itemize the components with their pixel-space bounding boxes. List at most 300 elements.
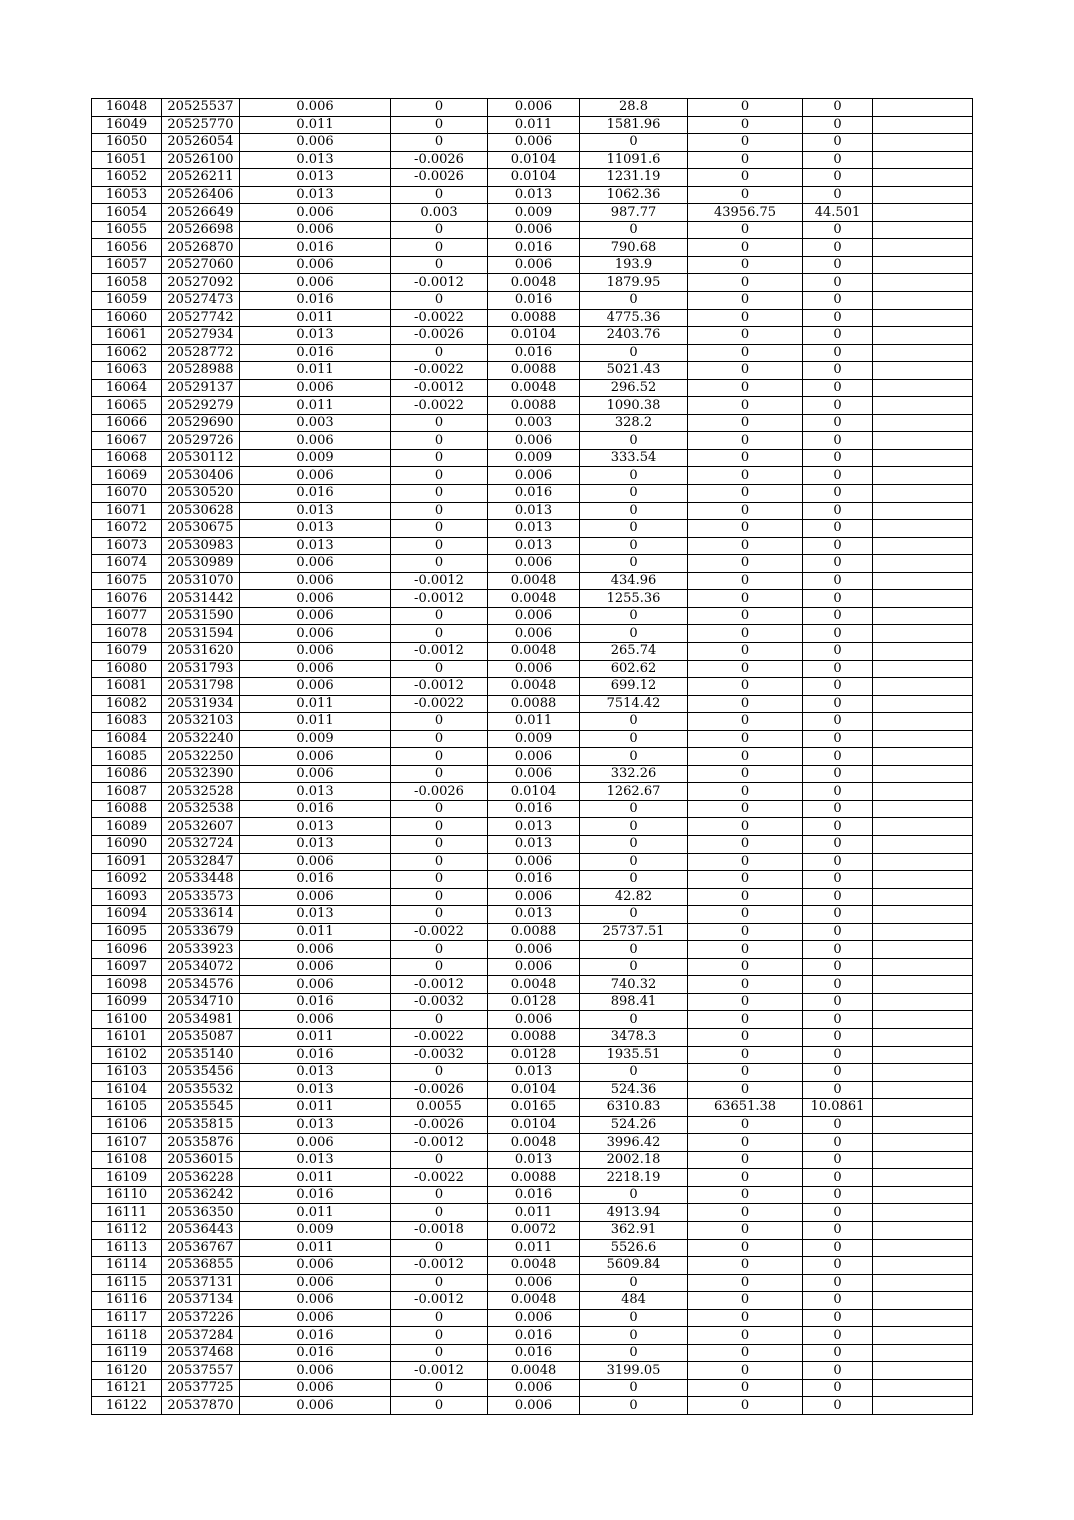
blank-cell — [873, 1116, 973, 1134]
adjustment-cell: 0 — [391, 607, 488, 625]
amount-cell: 987.77 — [580, 204, 688, 222]
table-row — [92, 660, 973, 678]
value-a-cell: 0.016 — [240, 239, 391, 257]
extra-amount-cell: 0 — [688, 1379, 803, 1397]
adjustment-cell: 0 — [391, 414, 488, 432]
value-b-cell: 0.0048 — [488, 274, 580, 292]
value-b-cell: 0.006 — [488, 555, 580, 573]
ratio-cell: 0 — [803, 1081, 873, 1099]
amount-cell: 524.36 — [580, 1081, 688, 1099]
amount-cell: 4775.36 — [580, 309, 688, 327]
id-cell: 20531620 — [162, 642, 240, 660]
id-cell: 20530989 — [162, 555, 240, 573]
adjustment-cell: -0.0012 — [391, 678, 488, 696]
amount-cell: 332.26 — [580, 765, 688, 783]
table-row — [92, 1064, 973, 1082]
blank-cell — [873, 590, 973, 608]
adjustment-cell: 0 — [391, 1204, 488, 1222]
extra-amount-cell: 0 — [688, 871, 803, 889]
value-a-cell: 0.013 — [240, 1064, 391, 1082]
extra-amount-cell: 0 — [688, 1397, 803, 1415]
row-number-cell: 16111 — [92, 1204, 162, 1222]
ratio-cell: 0 — [803, 590, 873, 608]
table-row — [92, 748, 973, 766]
value-a-cell: 0.006 — [240, 1362, 391, 1380]
table-row — [92, 1397, 973, 1415]
ratio-cell: 0 — [803, 572, 873, 590]
adjustment-cell: -0.0032 — [391, 1046, 488, 1064]
amount-cell: 1255.36 — [580, 590, 688, 608]
ratio-cell: 0 — [803, 432, 873, 450]
value-b-cell: 0.011 — [488, 116, 580, 134]
row-number-cell: 16059 — [92, 292, 162, 310]
blank-cell — [873, 134, 973, 152]
value-b-cell: 0.006 — [488, 958, 580, 976]
amount-cell: 0 — [580, 221, 688, 239]
adjustment-cell: -0.0026 — [391, 1116, 488, 1134]
table-row — [92, 99, 973, 117]
blank-cell — [873, 344, 973, 362]
table-row — [92, 572, 973, 590]
value-a-cell: 0.006 — [240, 274, 391, 292]
row-number-cell: 16098 — [92, 976, 162, 994]
row-number-cell: 16081 — [92, 678, 162, 696]
value-b-cell: 0.0088 — [488, 397, 580, 415]
extra-amount-cell: 0 — [688, 239, 803, 257]
row-number-cell: 16073 — [92, 537, 162, 555]
amount-cell: 0 — [580, 748, 688, 766]
row-number-cell: 16095 — [92, 923, 162, 941]
row-number-cell: 16064 — [92, 379, 162, 397]
blank-cell — [873, 730, 973, 748]
amount-cell: 790.68 — [580, 239, 688, 257]
ratio-cell: 0 — [803, 449, 873, 467]
id-cell: 20529726 — [162, 432, 240, 450]
value-a-cell: 0.006 — [240, 1011, 391, 1029]
id-cell: 20536855 — [162, 1257, 240, 1275]
value-b-cell: 0.006 — [488, 256, 580, 274]
adjustment-cell: 0 — [391, 660, 488, 678]
id-cell: 20534576 — [162, 976, 240, 994]
value-a-cell: 0.006 — [240, 1309, 391, 1327]
adjustment-cell: 0 — [391, 555, 488, 573]
blank-cell — [873, 888, 973, 906]
row-number-cell: 16077 — [92, 607, 162, 625]
extra-amount-cell: 0 — [688, 1222, 803, 1240]
value-b-cell: 0.0104 — [488, 783, 580, 801]
value-a-cell: 0.011 — [240, 1239, 391, 1257]
value-a-cell: 0.006 — [240, 941, 391, 959]
table-row — [92, 379, 973, 397]
value-a-cell: 0.013 — [240, 1081, 391, 1099]
ratio-cell: 44.501 — [803, 204, 873, 222]
blank-cell — [873, 116, 973, 134]
blank-cell — [873, 818, 973, 836]
amount-cell: 1935.51 — [580, 1046, 688, 1064]
amount-cell: 28.8 — [580, 99, 688, 117]
ratio-cell: 0 — [803, 555, 873, 573]
value-b-cell: 0.0088 — [488, 1169, 580, 1187]
adjustment-cell: -0.0022 — [391, 309, 488, 327]
adjustment-cell: -0.0012 — [391, 1257, 488, 1275]
id-cell: 20537226 — [162, 1309, 240, 1327]
id-cell: 20528988 — [162, 362, 240, 380]
row-number-cell: 16109 — [92, 1169, 162, 1187]
amount-cell: 1090.38 — [580, 397, 688, 415]
ratio-cell: 0 — [803, 186, 873, 204]
table-row — [92, 1274, 973, 1292]
value-b-cell: 0.0128 — [488, 1046, 580, 1064]
row-number-cell: 16115 — [92, 1274, 162, 1292]
row-number-cell: 16074 — [92, 555, 162, 573]
adjustment-cell: 0 — [391, 748, 488, 766]
value-b-cell: 0.0128 — [488, 993, 580, 1011]
blank-cell — [873, 186, 973, 204]
value-b-cell: 0.016 — [488, 800, 580, 818]
value-a-cell: 0.006 — [240, 204, 391, 222]
ratio-cell: 0 — [803, 941, 873, 959]
adjustment-cell: 0 — [391, 186, 488, 204]
value-a-cell: 0.006 — [240, 379, 391, 397]
extra-amount-cell: 0 — [688, 520, 803, 538]
ratio-cell: 0 — [803, 1239, 873, 1257]
blank-cell — [873, 1239, 973, 1257]
id-cell: 20535140 — [162, 1046, 240, 1064]
ratio-cell: 0 — [803, 379, 873, 397]
value-a-cell: 0.011 — [240, 309, 391, 327]
id-cell: 20534710 — [162, 993, 240, 1011]
ratio-cell: 0 — [803, 748, 873, 766]
amount-cell: 0 — [580, 1327, 688, 1345]
value-a-cell: 0.006 — [240, 1397, 391, 1415]
amount-cell: 1262.67 — [580, 783, 688, 801]
extra-amount-cell: 0 — [688, 783, 803, 801]
extra-amount-cell: 0 — [688, 485, 803, 503]
id-cell: 20531934 — [162, 695, 240, 713]
amount-cell: 0 — [580, 818, 688, 836]
adjustment-cell: -0.0026 — [391, 151, 488, 169]
value-a-cell: 0.013 — [240, 906, 391, 924]
value-a-cell: 0.006 — [240, 256, 391, 274]
extra-amount-cell: 0 — [688, 1239, 803, 1257]
blank-cell — [873, 362, 973, 380]
blank-cell — [873, 835, 973, 853]
extra-amount-cell: 0 — [688, 958, 803, 976]
adjustment-cell: 0 — [391, 256, 488, 274]
id-cell: 20526698 — [162, 221, 240, 239]
row-number-cell: 16055 — [92, 221, 162, 239]
adjustment-cell: -0.0022 — [391, 695, 488, 713]
value-b-cell: 0.009 — [488, 449, 580, 467]
amount-cell: 434.96 — [580, 572, 688, 590]
blank-cell — [873, 1081, 973, 1099]
value-b-cell: 0.006 — [488, 432, 580, 450]
amount-cell: 3478.3 — [580, 1028, 688, 1046]
value-a-cell: 0.011 — [240, 1028, 391, 1046]
extra-amount-cell: 0 — [688, 99, 803, 117]
value-a-cell: 0.011 — [240, 1204, 391, 1222]
extra-amount-cell: 0 — [688, 169, 803, 187]
row-number-cell: 16050 — [92, 134, 162, 152]
value-a-cell: 0.013 — [240, 520, 391, 538]
value-b-cell: 0.003 — [488, 414, 580, 432]
table-row — [92, 1028, 973, 1046]
ratio-cell: 0 — [803, 835, 873, 853]
value-b-cell: 0.013 — [488, 835, 580, 853]
adjustment-cell: 0 — [391, 958, 488, 976]
extra-amount-cell: 0 — [688, 1028, 803, 1046]
value-b-cell: 0.016 — [488, 292, 580, 310]
table-row — [92, 467, 973, 485]
table-row — [92, 993, 973, 1011]
id-cell: 20530983 — [162, 537, 240, 555]
table-row — [92, 625, 973, 643]
row-number-cell: 16092 — [92, 871, 162, 889]
value-a-cell: 0.011 — [240, 362, 391, 380]
blank-cell — [873, 713, 973, 731]
adjustment-cell: -0.0012 — [391, 1134, 488, 1152]
blank-cell — [873, 1309, 973, 1327]
table-row — [92, 1257, 973, 1275]
value-a-cell: 0.009 — [240, 730, 391, 748]
value-b-cell: 0.0048 — [488, 572, 580, 590]
blank-cell — [873, 660, 973, 678]
row-number-cell: 16093 — [92, 888, 162, 906]
table-row — [92, 783, 973, 801]
ratio-cell: 10.0861 — [803, 1099, 873, 1117]
table-row — [92, 730, 973, 748]
adjustment-cell: 0 — [391, 1309, 488, 1327]
value-b-cell: 0.013 — [488, 1151, 580, 1169]
blank-cell — [873, 1186, 973, 1204]
id-cell: 20530520 — [162, 485, 240, 503]
value-b-cell: 0.016 — [488, 1344, 580, 1362]
amount-cell: 333.54 — [580, 449, 688, 467]
value-b-cell: 0.0104 — [488, 169, 580, 187]
extra-amount-cell: 0 — [688, 309, 803, 327]
amount-cell: 0 — [580, 958, 688, 976]
adjustment-cell: 0 — [391, 1011, 488, 1029]
adjustment-cell: 0 — [391, 239, 488, 257]
table-row — [92, 871, 973, 889]
extra-amount-cell: 0 — [688, 818, 803, 836]
adjustment-cell: 0 — [391, 818, 488, 836]
id-cell: 20527473 — [162, 292, 240, 310]
ratio-cell: 0 — [803, 1064, 873, 1082]
value-a-cell: 0.006 — [240, 99, 391, 117]
blank-cell — [873, 642, 973, 660]
value-a-cell: 0.003 — [240, 414, 391, 432]
blank-cell — [873, 1151, 973, 1169]
amount-cell: 0 — [580, 432, 688, 450]
value-b-cell: 0.011 — [488, 1204, 580, 1222]
extra-amount-cell: 0 — [688, 1134, 803, 1152]
id-cell: 20532538 — [162, 800, 240, 818]
value-a-cell: 0.013 — [240, 151, 391, 169]
row-number-cell: 16107 — [92, 1134, 162, 1152]
row-number-cell: 16106 — [92, 1116, 162, 1134]
row-number-cell: 16084 — [92, 730, 162, 748]
table-row — [92, 397, 973, 415]
ratio-cell: 0 — [803, 292, 873, 310]
row-number-cell: 16087 — [92, 783, 162, 801]
id-cell: 20532847 — [162, 853, 240, 871]
extra-amount-cell: 0 — [688, 923, 803, 941]
id-cell: 20532240 — [162, 730, 240, 748]
table-row — [92, 239, 973, 257]
table-body — [92, 99, 973, 1415]
row-number-cell: 16097 — [92, 958, 162, 976]
adjustment-cell: -0.0012 — [391, 1292, 488, 1310]
blank-cell — [873, 379, 973, 397]
adjustment-cell: 0 — [391, 1397, 488, 1415]
ratio-cell: 0 — [803, 221, 873, 239]
amount-cell: 1231.19 — [580, 169, 688, 187]
row-number-cell: 16067 — [92, 432, 162, 450]
id-cell: 20536015 — [162, 1151, 240, 1169]
adjustment-cell: -0.0012 — [391, 274, 488, 292]
table-row — [92, 1151, 973, 1169]
amount-cell: 0 — [580, 555, 688, 573]
adjustment-cell: 0 — [391, 432, 488, 450]
table-row — [92, 309, 973, 327]
amount-cell: 0 — [580, 835, 688, 853]
ratio-cell: 0 — [803, 169, 873, 187]
row-number-cell: 16118 — [92, 1327, 162, 1345]
row-number-cell: 16110 — [92, 1186, 162, 1204]
extra-amount-cell: 0 — [688, 607, 803, 625]
blank-cell — [873, 151, 973, 169]
table-row — [92, 327, 973, 345]
ratio-cell: 0 — [803, 1046, 873, 1064]
extra-amount-cell: 43956.75 — [688, 204, 803, 222]
value-b-cell: 0.006 — [488, 1274, 580, 1292]
row-number-cell: 16075 — [92, 572, 162, 590]
blank-cell — [873, 1099, 973, 1117]
table-row — [92, 1362, 973, 1380]
adjustment-cell: 0 — [391, 625, 488, 643]
ratio-cell: 0 — [803, 888, 873, 906]
table-row — [92, 485, 973, 503]
value-a-cell: 0.006 — [240, 572, 391, 590]
value-b-cell: 0.006 — [488, 765, 580, 783]
ratio-cell: 0 — [803, 116, 873, 134]
extra-amount-cell: 0 — [688, 713, 803, 731]
ratio-cell: 0 — [803, 660, 873, 678]
value-b-cell: 0.0088 — [488, 923, 580, 941]
amount-cell: 898.41 — [580, 993, 688, 1011]
adjustment-cell: 0 — [391, 713, 488, 731]
extra-amount-cell: 0 — [688, 695, 803, 713]
value-b-cell: 0.006 — [488, 888, 580, 906]
amount-cell: 0 — [580, 1379, 688, 1397]
value-a-cell: 0.009 — [240, 449, 391, 467]
id-cell: 20535532 — [162, 1081, 240, 1099]
amount-cell: 2403.76 — [580, 327, 688, 345]
value-a-cell: 0.006 — [240, 221, 391, 239]
ratio-cell: 0 — [803, 1292, 873, 1310]
value-b-cell: 0.0048 — [488, 379, 580, 397]
amount-cell: 0 — [580, 1344, 688, 1362]
extra-amount-cell: 0 — [688, 730, 803, 748]
amount-cell: 193.9 — [580, 256, 688, 274]
value-b-cell: 0.016 — [488, 239, 580, 257]
amount-cell: 362.91 — [580, 1222, 688, 1240]
table-row — [92, 432, 973, 450]
blank-cell — [873, 1362, 973, 1380]
amount-cell: 1581.96 — [580, 116, 688, 134]
value-b-cell: 0.0088 — [488, 309, 580, 327]
blank-cell — [873, 783, 973, 801]
row-number-cell: 16063 — [92, 362, 162, 380]
id-cell: 20532607 — [162, 818, 240, 836]
extra-amount-cell: 0 — [688, 292, 803, 310]
row-number-cell: 16120 — [92, 1362, 162, 1380]
blank-cell — [873, 449, 973, 467]
ratio-cell: 0 — [803, 642, 873, 660]
ratio-cell: 0 — [803, 134, 873, 152]
row-number-cell: 16072 — [92, 520, 162, 538]
blank-cell — [873, 1134, 973, 1152]
value-a-cell: 0.011 — [240, 1169, 391, 1187]
adjustment-cell: -0.0022 — [391, 1028, 488, 1046]
adjustment-cell: 0 — [391, 99, 488, 117]
value-b-cell: 0.016 — [488, 344, 580, 362]
value-a-cell: 0.006 — [240, 888, 391, 906]
id-cell: 20532250 — [162, 748, 240, 766]
blank-cell — [873, 1011, 973, 1029]
id-cell: 20531798 — [162, 678, 240, 696]
extra-amount-cell: 0 — [688, 1309, 803, 1327]
table-row — [92, 169, 973, 187]
adjustment-cell: 0 — [391, 485, 488, 503]
extra-amount-cell: 0 — [688, 976, 803, 994]
adjustment-cell: 0 — [391, 871, 488, 889]
amount-cell: 2218.19 — [580, 1169, 688, 1187]
table-row — [92, 555, 973, 573]
adjustment-cell: 0.0055 — [391, 1099, 488, 1117]
adjustment-cell: 0 — [391, 502, 488, 520]
amount-cell: 0 — [580, 134, 688, 152]
blank-cell — [873, 765, 973, 783]
amount-cell: 296.52 — [580, 379, 688, 397]
adjustment-cell: 0 — [391, 1064, 488, 1082]
adjustment-cell: 0 — [391, 116, 488, 134]
value-b-cell: 0.0104 — [488, 151, 580, 169]
row-number-cell: 16119 — [92, 1344, 162, 1362]
value-b-cell: 0.006 — [488, 660, 580, 678]
value-b-cell: 0.0048 — [488, 976, 580, 994]
id-cell: 20526100 — [162, 151, 240, 169]
blank-cell — [873, 204, 973, 222]
ratio-cell: 0 — [803, 783, 873, 801]
table-row — [92, 256, 973, 274]
id-cell: 20532528 — [162, 783, 240, 801]
value-a-cell: 0.013 — [240, 1151, 391, 1169]
extra-amount-cell: 0 — [688, 1116, 803, 1134]
row-number-cell: 16086 — [92, 765, 162, 783]
ratio-cell: 0 — [803, 1204, 873, 1222]
id-cell: 20533448 — [162, 871, 240, 889]
extra-amount-cell: 0 — [688, 835, 803, 853]
value-a-cell: 0.016 — [240, 344, 391, 362]
value-a-cell: 0.006 — [240, 1274, 391, 1292]
table-row — [92, 1081, 973, 1099]
extra-amount-cell: 0 — [688, 1274, 803, 1292]
value-b-cell: 0.0048 — [488, 590, 580, 608]
blank-cell — [873, 397, 973, 415]
id-cell: 20534072 — [162, 958, 240, 976]
